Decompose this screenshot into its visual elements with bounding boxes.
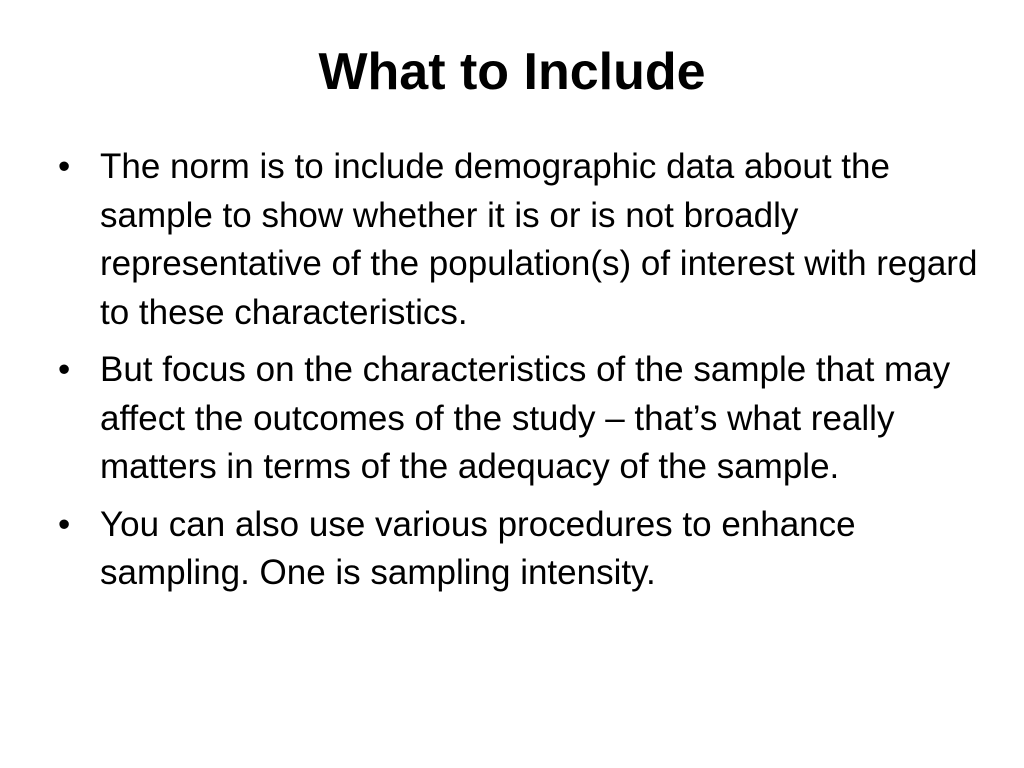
- bullet-text: The norm is to include demographic data about the sample to show whether it is or is not broadly representative of the population(s) of interest with regard to these characteristics.: [100, 147, 978, 332]
- bullet-text: You can also use various procedures to enhance sampling. One is sampling intensity.: [100, 504, 856, 592]
- bullet-text: But focus on the characteristics of the sample that may affect the outcomes of the study – that’s what really matters in terms of the adequacy of the sample.: [100, 350, 951, 486]
- bullet-item: [58, 143, 978, 337]
- bullet-icon: •: [58, 350, 71, 389]
- bullet-item: [58, 501, 978, 598]
- slide-title: What to Include: [318, 43, 706, 101]
- bullet-list: [58, 143, 978, 607]
- bullet-icon: •: [58, 147, 71, 186]
- bullet-item: [58, 346, 978, 492]
- bullet-icon: •: [58, 504, 71, 544]
